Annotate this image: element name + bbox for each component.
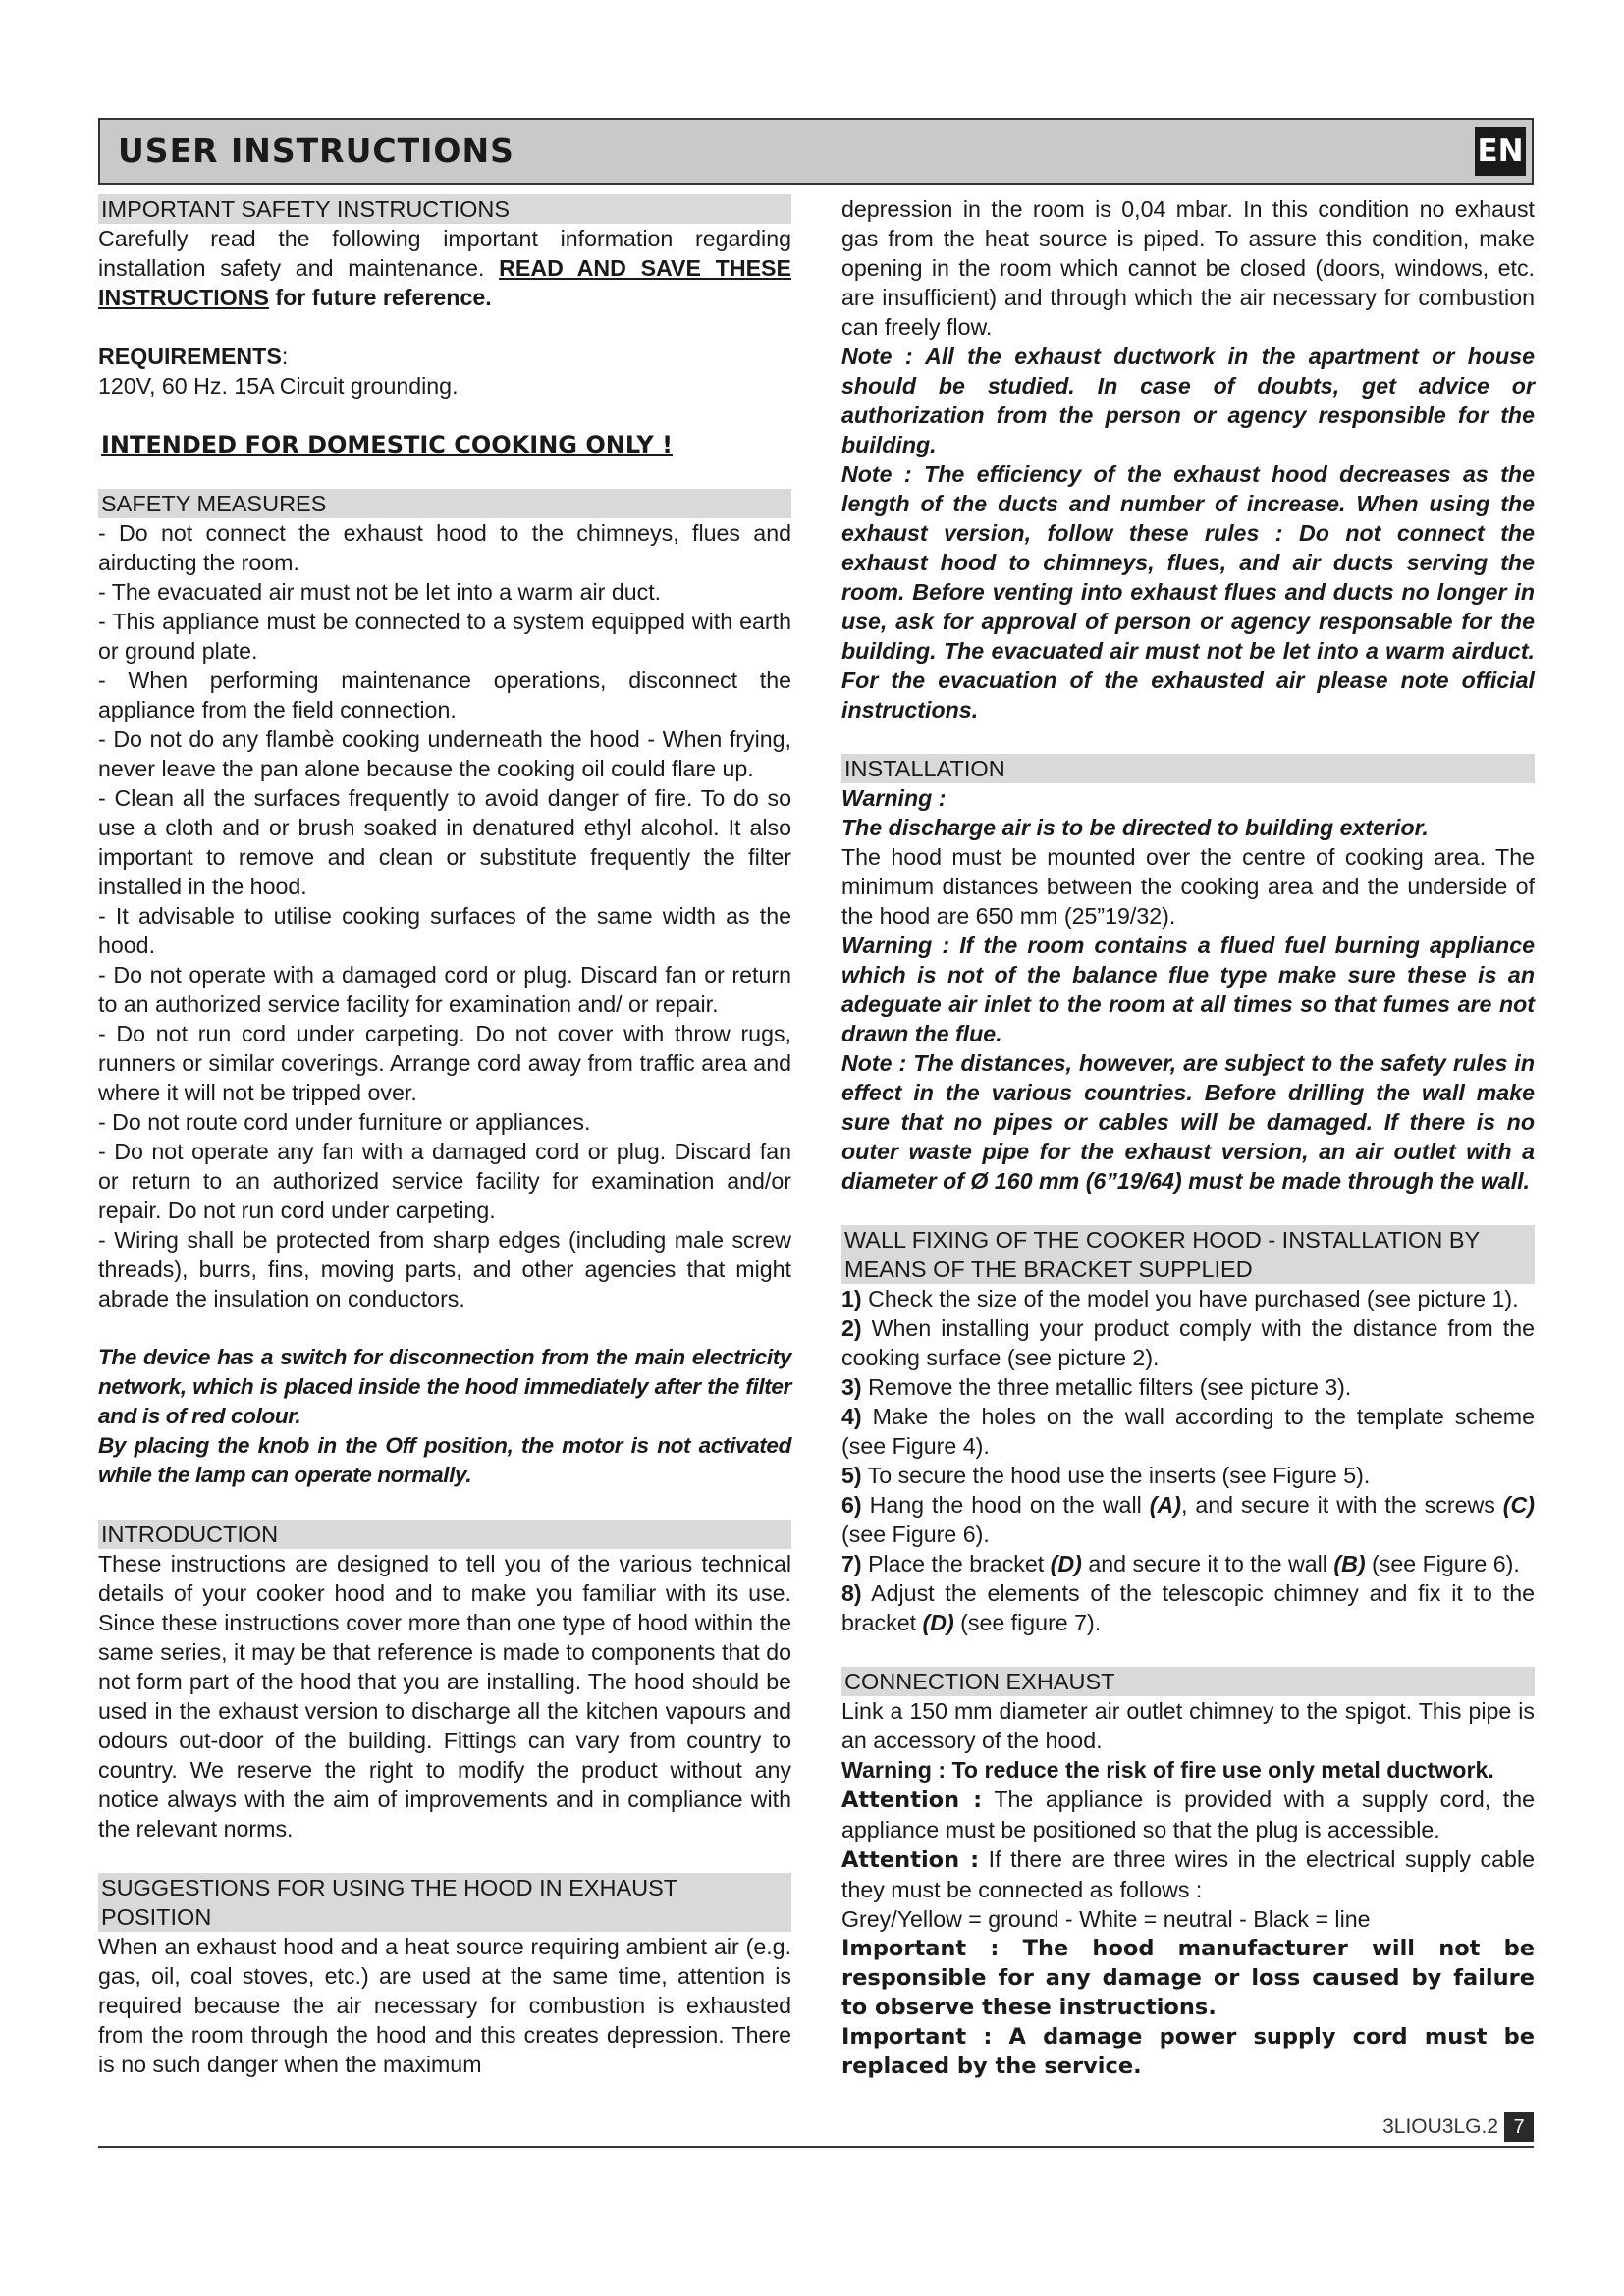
domestic-notice: INTENDED FOR DOMESTIC COOKING ONLY ! [101, 431, 674, 458]
list-item: - Do not operate any fan with a damaged cord or plug. Discard fan or return to an authorized service facility for examination and/or repair. Do not run cord under carpeting. [98, 1139, 791, 1223]
ref-d: (D) [1050, 1551, 1082, 1576]
distance-note: Note : The distances, however, are subject to the safety rules in effect in the various countries. Before drilling the wall make sure that no pipes or cables will be damaged. If there is no outer waste pipe for the exhaust version, an air outlet with a diameter of Ø 160 mm (6”19/64) must be made through the wall. [841, 1050, 1535, 1194]
right-column [841, 194, 1535, 2110]
introduction-section [98, 1520, 791, 1843]
step-text: and secure it to the wall [1081, 1551, 1334, 1576]
list-item [841, 1461, 1535, 1490]
step-number: 8) [841, 1580, 862, 1606]
list-item [841, 1549, 1535, 1578]
step-number: 1) [841, 1286, 862, 1311]
page-title: USER INSTRUCTIONS [118, 132, 514, 170]
step-text: Make the holes on the wall according to the template scheme (see Figure 4). [841, 1404, 1535, 1459]
discharge-warning: The discharge air is to be directed to building exterior. [841, 815, 1429, 840]
step-text: Remove the three metallic filters (see picture 3). [861, 1374, 1352, 1400]
continuation-text: depression in the room is 0,04 mbar. In this condition no exhaust gas from the heat source is piped. To assure this condition, make opening in the room which cannot be closed (doors, windows, etc. are insufficient) and through which the air necessary for combustion can freely flow. [841, 196, 1535, 340]
list-item [841, 1313, 1535, 1372]
document-code: 3LIOU3LG.2 [1382, 2115, 1498, 2138]
list-item: - Do not connect the exhaust hood to the chimneys, flues and airducting the room. [98, 520, 791, 575]
step-text: (see figure 7). [953, 1610, 1102, 1635]
page-number: 7 [1504, 2112, 1534, 2142]
step-number: 2) [841, 1315, 862, 1341]
wire-colors: Grey/Yellow = ground - White = neutral - Black = line [841, 1906, 1371, 1932]
installation-section [841, 754, 1535, 1196]
important-text-b: for future reference. [268, 285, 492, 310]
exhaust-continuation [841, 194, 1535, 724]
attention-label: Attention : [841, 1847, 980, 1873]
header-bar [98, 118, 1534, 185]
list-item [841, 1402, 1535, 1461]
page-footer [1382, 2112, 1534, 2142]
list-item: - Wiring shall be protected from sharp edges (including male screw threads), burrs, fins, moving parts, and other agencies that might abrade the insulation on conductors. [98, 1227, 791, 1311]
attention-text: The appliance is provided with a supply cord, the appliance must be positioned so that the plug is accessible. [841, 1787, 1535, 1842]
list-item: - It advisable to utilise cooking surfaces of the same width as the hood. [98, 903, 791, 958]
section-heading: CONNECTION EXHAUST [841, 1667, 1535, 1696]
step-text: When installing your product comply with the distance from the cooking surface (see picture 2). [841, 1315, 1535, 1370]
knob-note: By placing the knob in the Off position, the motor is not activated while the lamp can operate normally. [98, 1433, 791, 1487]
connection-text: Link a 150 mm diameter air outlet chimney to the spigot. This pipe is an accessory of the hood. [841, 1698, 1535, 1753]
read-save-emphasis: READ AND SAVE THESE INSTRUCTIONS [98, 255, 791, 310]
requirements-section [98, 342, 791, 400]
list-item: - Do not do any flambè cooking underneath the hood - When frying, never leave the pan alone because the cooking oil could flare up. [98, 726, 791, 781]
requirements-label-text: REQUIREMENTS [98, 344, 282, 369]
attention-label: Attention : [841, 1788, 983, 1813]
introduction-text: These instructions are designed to tell you of the various technical details of your cooker hood and to make you familiar with its use. Since these instructions cover more than one type of hood within the same series, it may be that reference is made to components that do not form part of the hood that you are installing. The hood should be used in the exhaust version to discharge all the kitchen vapours and odours out-door of the building. Fittings can vary from country to country. We reserve the right to modify the product without any notice always with the aim of improvements and in compliance with the relevant norms. [98, 1551, 791, 1842]
important-safety-section [98, 194, 791, 312]
left-column [98, 194, 791, 2109]
requirements-text: 120V, 60 Hz. 15A Circuit grounding. [98, 373, 459, 399]
step-text: (see Figure 6). [841, 1522, 990, 1547]
section-heading: SUGGESTIONS FOR USING THE HOOD IN EXHAUST POSITION [98, 1873, 791, 1932]
step-number: 7) [841, 1551, 862, 1576]
requirements-label [98, 342, 791, 371]
section-heading: WALL FIXING OF THE COOKER HOOD - INSTALLATION BY MEANS OF THE BRACKET SUPPLIED [841, 1225, 1535, 1284]
metal-ductwork-warning: Warning : To reduce the risk of fire use only metal ductwork. [841, 1757, 1494, 1783]
step-text: To secure the hood use the inserts (see Figure 5). [861, 1463, 1371, 1488]
section-heading: SAFETY MEASURES [98, 489, 791, 518]
attention-cord [841, 1785, 1535, 1844]
step-number: 3) [841, 1374, 862, 1400]
language-badge: EN [1475, 127, 1526, 176]
section-heading: IMPORTANT SAFETY INSTRUCTIONS [98, 194, 791, 224]
list-item: - Do not run cord under carpeting. Do not cover with throw rugs, runners or similar coverings. Arrange cord away from traffic area and where it will not be tripped over. [98, 1021, 791, 1105]
step-text: Check the size of the model you have purchased (see picture 1). [861, 1286, 1519, 1311]
important-cord: Important : A damage power supply cord must be replaced by the service. [841, 2024, 1535, 2079]
step-text: Place the bracket [861, 1551, 1051, 1576]
step-text: , and secure it with the screws [1180, 1492, 1503, 1518]
step-text: (see Figure 6). [1365, 1551, 1520, 1576]
important-text-a: Carefully read the following important information regarding installation safety and maintenance. [98, 226, 791, 281]
list-item: - This appliance must be connected to a system equipped with earth or ground plate. [98, 609, 791, 664]
list-item [841, 1490, 1535, 1549]
step-number: 5) [841, 1463, 862, 1488]
important-responsibility: Important : The hood manufacturer will not be responsible for any damage or loss caused by failure to observe these instructions. [841, 1936, 1535, 2020]
note-ductwork: Note : All the exhaust ductwork in the apartment or house should be studied. In case of doubts, get advice or authorization from the person or agency responsible for the building. [841, 344, 1535, 457]
suggestions-section [98, 1873, 791, 2079]
step-number: 4) [841, 1404, 862, 1429]
suggestions-text: When an exhaust hood and a heat source requiring ambient air (e.g. gas, oil, coal stoves, etc.) are used at the same time, attention is required because the air necessary for combustion is exhausted from the room through the hood and this creates depression. There is no such danger when the maximum [98, 1934, 791, 2077]
note-efficiency: Note : The efficiency of the exhaust hood decreases as the length of the ducts and number of increase. When using the exhaust version, follow these rules : Do not connect the exhaust hood to chimneys, flues, and air ducts serving the room. Before venting into exhaust flues and ducts no longer in use, ask for approval of person or agency responsable for the building. The evacuated air must not be let into a warm airduct. For the evacuation of the exhausted air please note official instructions. [841, 461, 1535, 722]
step-number: 6) [841, 1492, 862, 1518]
step-text: Adjust the elements of the telescopic chimney and fix it to the bracket [841, 1580, 1535, 1635]
list-item: - Clean all the surfaces frequently to avoid danger of fire. To do so use a cloth and or brush soaked in denatured ethyl alcohol. It also important to remove and clean or substitute frequently the filter installed in the hood. [98, 785, 791, 899]
list-item: - Do not route cord under furniture or appliances. [98, 1109, 591, 1135]
list-item: - The evacuated air must not be let into a warm air duct. [98, 579, 662, 605]
list-item [841, 1284, 1535, 1313]
footer-rule [98, 2146, 1534, 2148]
attention-wires [841, 1844, 1535, 1904]
safety-measures-section [98, 489, 791, 1490]
step-text: Hang the hood on the wall [861, 1492, 1150, 1518]
list-item [841, 1372, 1535, 1402]
ref-b: (B) [1333, 1551, 1366, 1576]
requirements-colon: : [281, 344, 289, 369]
list-item: - When performing maintenance operations, disconnect the appliance from the field connection. [98, 667, 791, 722]
flue-warning: Warning : If the room contains a flued fuel burning appliance which is not of the balance flue type make sure these is an adeguate air inlet to the room at all times so that fumes are not drawn the flue. [841, 933, 1535, 1046]
wall-fixing-section [841, 1225, 1535, 1637]
ref-a: (A) [1149, 1492, 1181, 1518]
switch-note: The device has a switch for disconnection from the main electricity network, which is placed inside the hood immediately after the filter and is of red colour. [98, 1345, 791, 1428]
section-heading: INTRODUCTION [98, 1520, 791, 1549]
list-item [841, 1578, 1535, 1637]
section-heading: INSTALLATION [841, 754, 1535, 783]
warning-label: Warning : [841, 785, 947, 811]
installation-text: The hood must be mounted over the centre of cooking area. The minimum distances between the cooking area and the underside of the hood are 650 mm (25”19/32). [841, 844, 1535, 929]
attention-text: If there are three wires in the electrical supply cable they must be connected as follows : [841, 1846, 1535, 1902]
ref-d: (D) [922, 1610, 954, 1635]
ref-c: (C) [1502, 1492, 1535, 1518]
important-text [98, 224, 791, 312]
connection-exhaust-section [841, 1667, 1535, 2081]
list-item: - Do not operate with a damaged cord or plug. Discard fan or return to an authorized service facility for examination and/ or repair. [98, 962, 791, 1017]
